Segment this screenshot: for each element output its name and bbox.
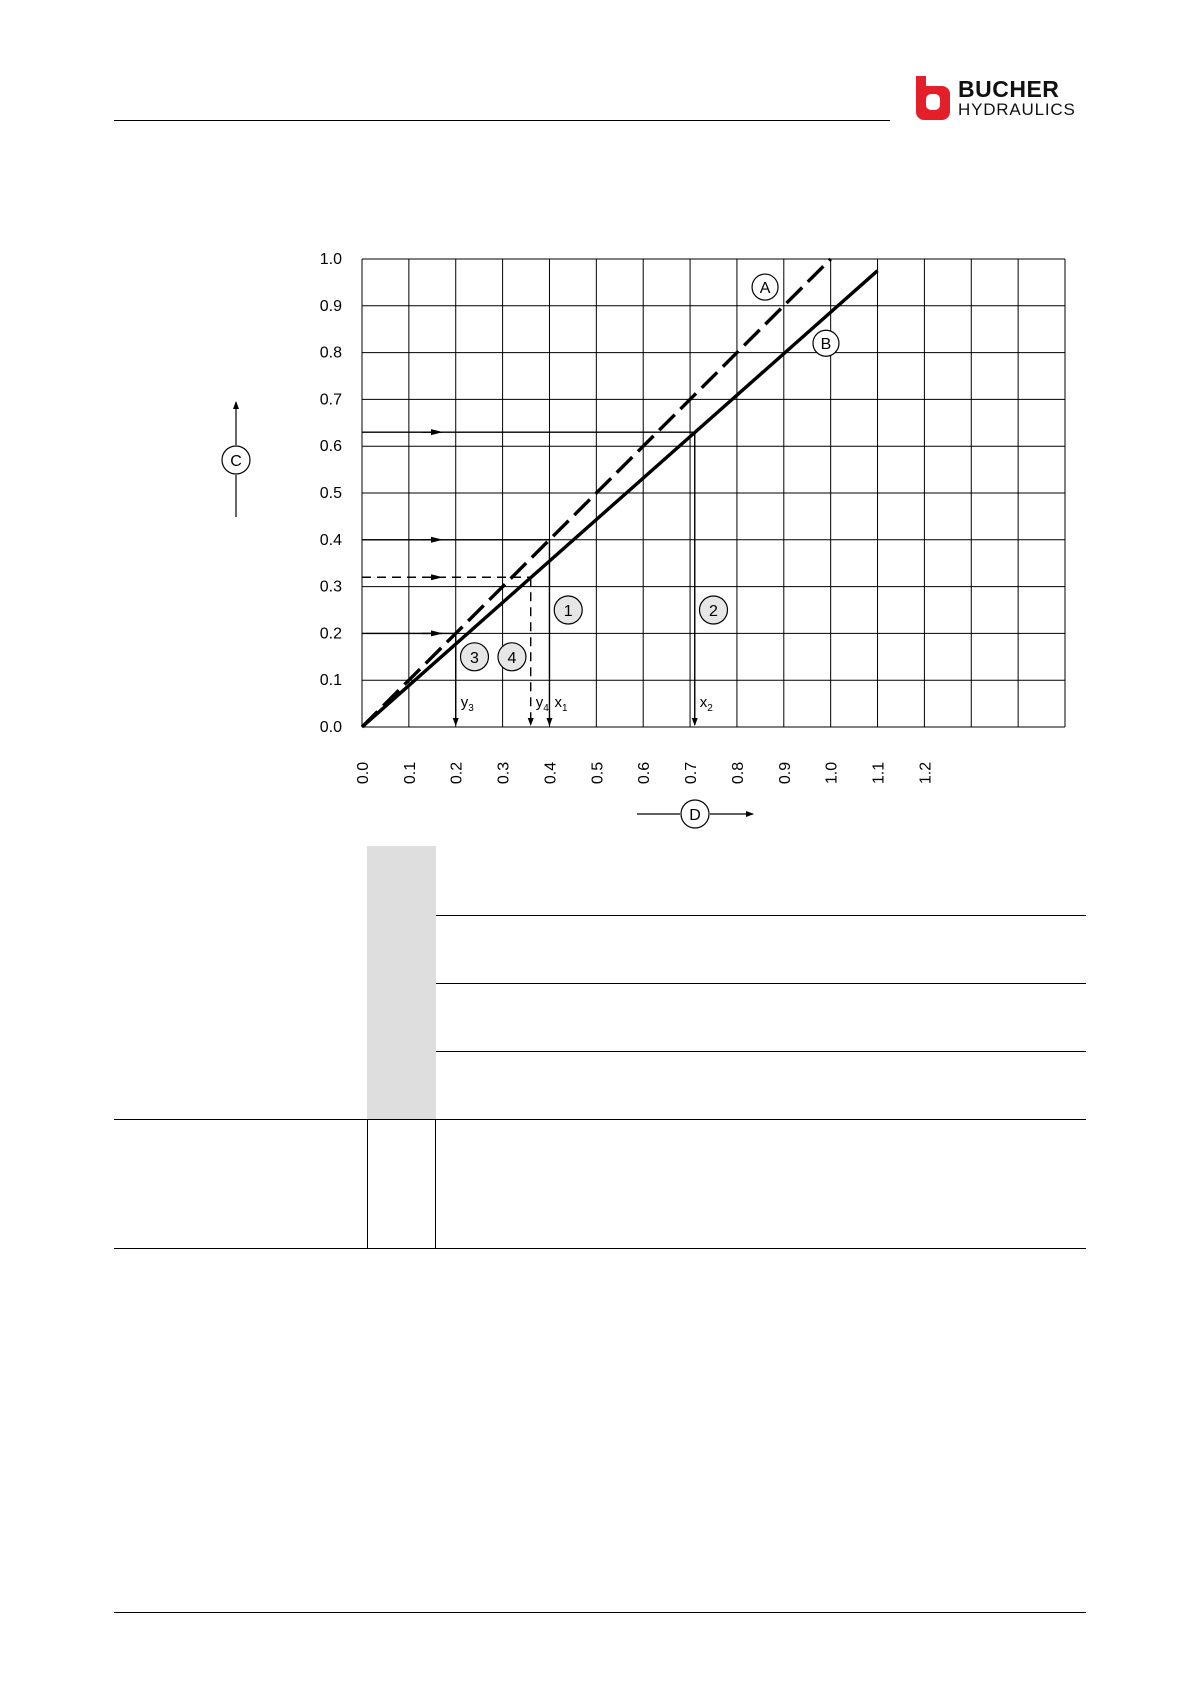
table-row-separator [436, 983, 1086, 984]
x-tick-label: 0.1 [401, 761, 419, 785]
y-axis-label: C [230, 453, 242, 470]
example-3-callout-label: 3 [470, 649, 479, 667]
footer-rule [114, 1612, 1086, 1613]
chart [0, 0, 1190, 840]
y-tick-label: 0.9 [319, 297, 342, 315]
y-tick-label: 0.5 [319, 485, 342, 502]
table-row-separator [114, 1119, 1086, 1120]
y-tick-label: 0.2 [319, 625, 342, 643]
example-3-x-label: $y_3$ [460, 694, 474, 714]
legend-table [114, 846, 1086, 1248]
y-tick-label: 0.4 [319, 531, 342, 549]
table-column-divider [435, 1119, 436, 1248]
series-B-line [362, 271, 878, 727]
table-bottom-rule [114, 1248, 1086, 1249]
y-tick-label: 0.7 [319, 391, 342, 409]
y-tick-label: 0.8 [319, 344, 342, 362]
y-tick-label: 0.1 [319, 672, 342, 690]
table-key-cell [367, 846, 436, 915]
x-tick-label: 0.8 [729, 761, 747, 785]
example-1-callout-label: 1 [563, 603, 573, 620]
series-A-callout-label: A [759, 280, 771, 298]
brand-subname: HYDRAULICS [958, 100, 1076, 119]
x-tick-label: 0.7 [683, 761, 701, 785]
y-tick-label: 0.3 [319, 578, 342, 596]
example-4-x-subscript: 4 [543, 703, 549, 714]
example-2-callout-label: 2 [709, 603, 718, 620]
x-tick-label: 1.0 [823, 761, 841, 785]
x-tick-label: 0.6 [636, 761, 654, 785]
brand-name: BUCHER [958, 76, 1060, 102]
x-tick-label: 0.9 [776, 761, 794, 785]
x-axis-label: D [689, 807, 701, 824]
x-tick-label: 0.4 [542, 761, 560, 785]
y-tick-label: 0.0 [319, 719, 342, 736]
x-tick-label: 1.1 [870, 761, 888, 785]
example-1-x-subscript: 1 [561, 703, 568, 714]
table-key-cell [367, 915, 436, 983]
table-key-cell [367, 983, 436, 1051]
example-2-x-subscript: 2 [707, 703, 713, 714]
x-tick-label: 0.5 [589, 761, 607, 785]
table-key-cell [367, 1051, 436, 1119]
y-tick-label: 1.0 [319, 251, 342, 268]
table-row-separator [436, 915, 1086, 916]
x-tick-label: 0.2 [448, 761, 466, 785]
x-tick-label: 1.2 [917, 761, 935, 785]
x-tick-label: 0.0 [355, 761, 372, 785]
example-2-x-label: $x_2$ [699, 694, 713, 714]
x-tick-label: 0.3 [495, 761, 513, 785]
table-column-divider [367, 1119, 368, 1248]
example-4-callout-label: 4 [507, 649, 517, 667]
y-tick-label: 0.6 [319, 438, 342, 456]
example-1-x-label: $x_1$ [554, 694, 568, 714]
series-B-callout-label: B [820, 336, 832, 354]
example-3-x-subscript: 3 [468, 703, 474, 714]
example-4-x-label: $y_4$ [535, 694, 549, 714]
table-row-separator [436, 1051, 1086, 1052]
